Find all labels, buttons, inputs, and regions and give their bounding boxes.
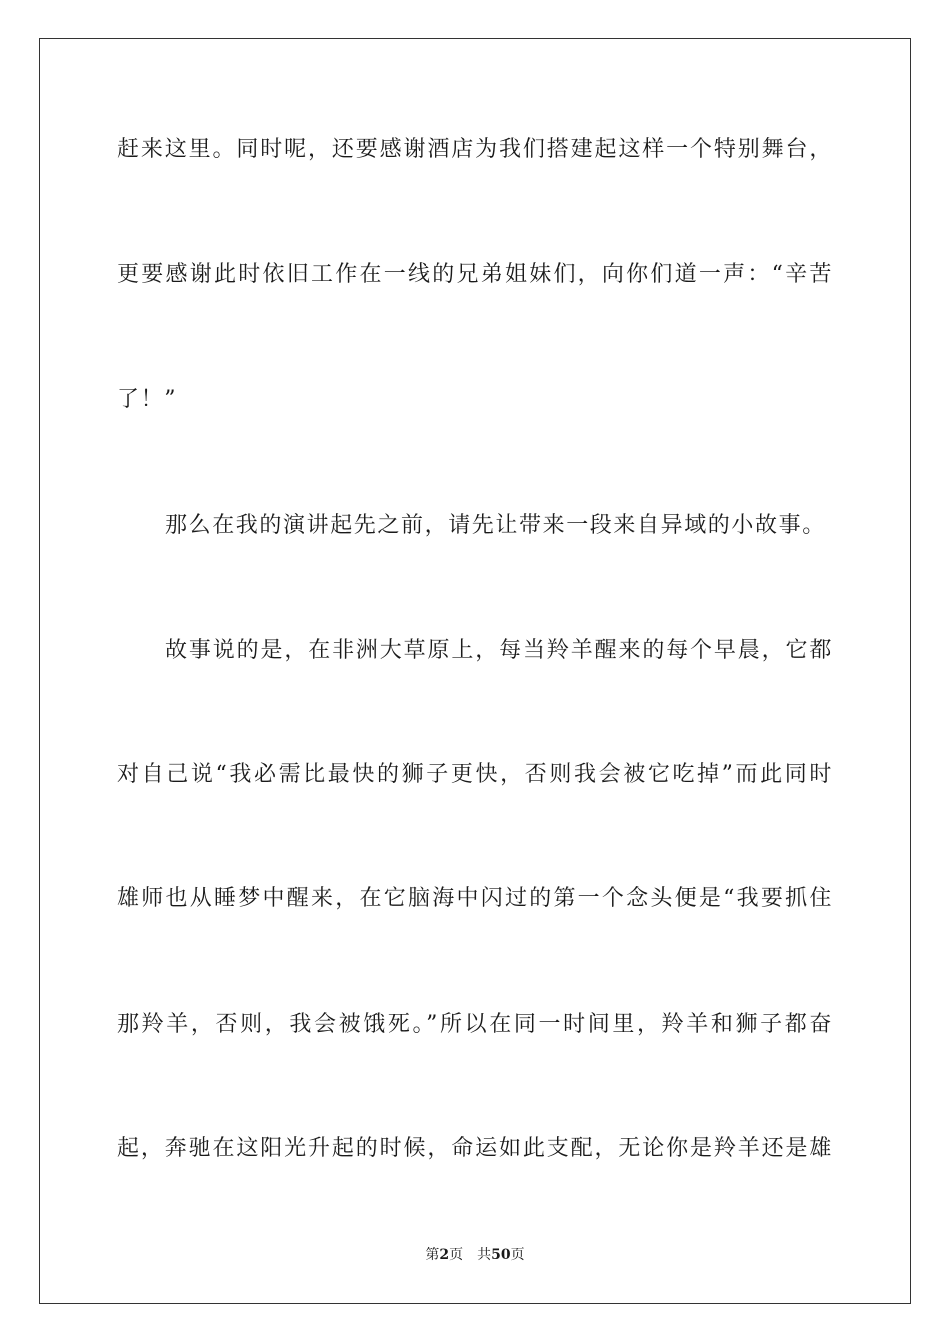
page-footer bbox=[0, 1246, 950, 1264]
total-prefix: 共 bbox=[477, 1247, 492, 1263]
text-line: 起，奔驰在这阳光升起的时候，命运如此支配，无论你是羚羊还是雄 bbox=[117, 1136, 833, 1161]
total-suffix: 页 bbox=[510, 1247, 525, 1263]
text-line: 那羚羊，否则，我会被饿死。”所以在同一时间里，羚羊和狮子都奋 bbox=[117, 1012, 833, 1037]
page-suffix: 页 bbox=[449, 1247, 464, 1263]
text-line: 更要感谢此时依旧工作在一线的兄弟姐妹们，向你们道一声：“辛苦 bbox=[117, 262, 833, 287]
text-line: 那么在我的演讲起先之前，请先让带来一段来自异域的小故事。 bbox=[165, 513, 826, 538]
text-line: 对自己说“我必需比最快的狮子更快，否则我会被它吃掉”而此同时 bbox=[117, 762, 833, 787]
text-line: 雄师也从睡梦中醒来，在它脑海中闪过的第一个念头便是“我要抓住 bbox=[117, 886, 833, 911]
page-number: 2 bbox=[439, 1247, 450, 1263]
page-prefix: 第 bbox=[425, 1247, 440, 1263]
total-pages: 50 bbox=[491, 1247, 511, 1263]
page-border bbox=[39, 38, 911, 1304]
text-line: 故事说的是，在非洲大草原上，每当羚羊醒来的每个早晨，它都 bbox=[165, 638, 833, 663]
text-line: 赶来这里。同时呢，还要感谢酒店为我们搭建起这样一个特别舞台， bbox=[117, 137, 833, 162]
text-line: 了！” bbox=[117, 387, 178, 412]
